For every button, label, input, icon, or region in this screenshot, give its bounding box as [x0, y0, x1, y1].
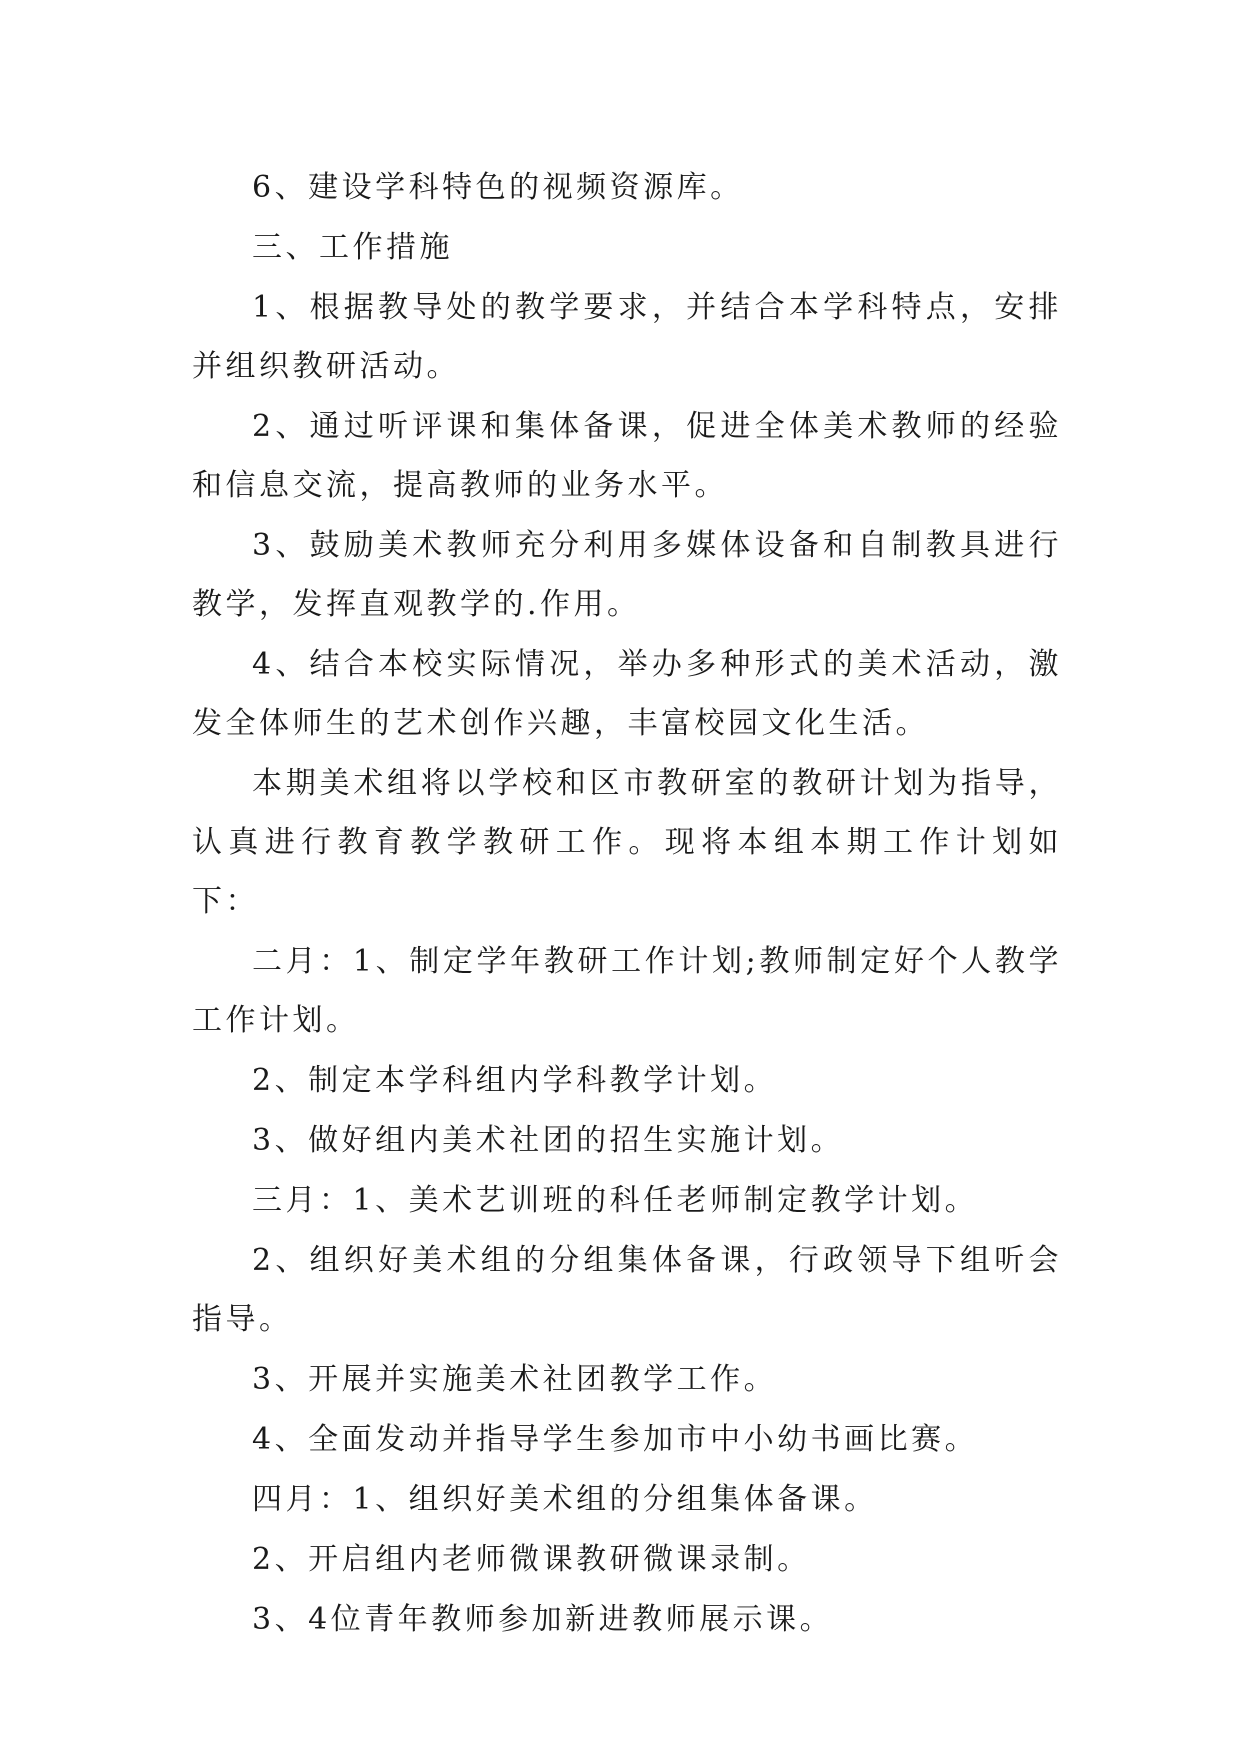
paragraph: 2、组织好美术组的分组集体备课，行政领导下组听会指导。	[192, 1243, 1062, 1337]
paragraph: 2、开启组内老师微课教研微课录制。	[252, 1542, 811, 1577]
paragraph: 3、鼓励美术教师充分利用多媒体设备和自制教具进行教学，发挥直观教学的.作用。	[192, 528, 1062, 622]
paragraph: 4、全面发动并指导学生参加市中小幼书画比赛。	[252, 1422, 979, 1457]
paragraph: 1、根据教导处的教学要求，并结合本学科特点，安排并组织教研活动。	[192, 290, 1062, 384]
paragraph: 2、通过听评课和集体备课，促进全体美术教师的经验和信息交流，提高教师的业务水平。	[192, 409, 1062, 503]
paragraph: 4、结合本校实际情况，举办多种形式的美术活动，激发全体师生的艺术创作兴趣，丰富校园文化生活。	[192, 647, 1062, 741]
section-heading: 三、工作措施	[252, 230, 453, 265]
paragraph: 3、做好组内美术社团的招生实施计划。	[252, 1123, 845, 1158]
paragraph: 本期美术组将以学校和区市教研室的教研计划为指导，认真进行教育教学教研工作。现将本组本期工作计划如下：	[192, 766, 1062, 919]
paragraph: 2、制定本学科组内学科教学计划。	[252, 1063, 778, 1098]
paragraph: 6、建设学科特色的视频资源库。	[252, 170, 744, 205]
paragraph: 3、4位青年教师参加新进教师展示课。	[252, 1602, 834, 1637]
paragraph: 二月：1、制定学年教研工作计划;教师制定好个人教学工作计划。	[192, 944, 1062, 1038]
document-body	[192, 158, 1062, 1650]
paragraph: 三月：1、美术艺训班的科任老师制定教学计划。	[252, 1183, 979, 1218]
paragraph: 四月：1、组织好美术组的分组集体备课。	[252, 1482, 878, 1517]
paragraph: 3、开展并实施美术社团教学工作。	[252, 1362, 778, 1397]
